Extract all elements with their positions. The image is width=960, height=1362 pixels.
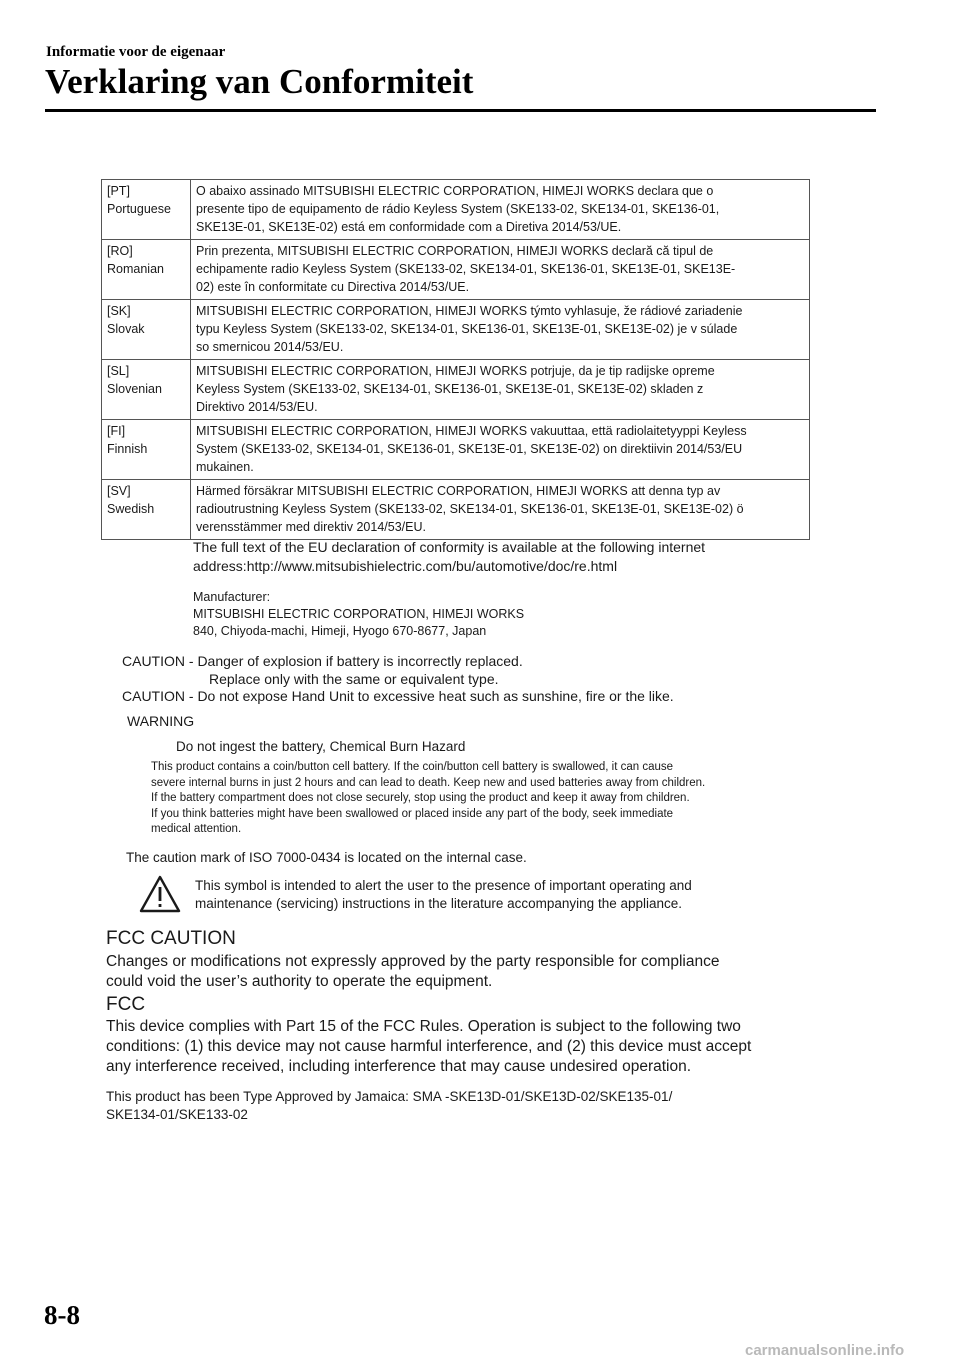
declaration-cell [191, 180, 810, 240]
fcc-body [106, 1017, 751, 1077]
declaration-line: Direktivo 2014/53/EU. [196, 400, 318, 414]
fcc-heading: FCC [106, 994, 146, 1015]
eu-declaration-line: The full text of the EU declaration of conformity is available at the following internet [193, 539, 706, 555]
symbol-line: This symbol is intended to alert the user to the presence of important operating and [195, 878, 692, 893]
language-name: Slovenian [107, 382, 162, 396]
declaration-line: MITSUBISHI ELECTRIC CORPORATION, HIMEJI WORKS potrjuje, da je tip radijske opreme [196, 364, 715, 378]
declaration-line: presente tipo de equipamento de rádio Keyless System (SKE133-02, SKE134-01, SKE136-01, [196, 202, 720, 216]
language-name: Romanian [107, 262, 164, 276]
warning-line: severe internal burns in just 2 hours and can lead to death. Keep new and used batteries away from children. [151, 776, 706, 789]
language-name: Swedish [107, 502, 155, 516]
caution-battery: CAUTION - Danger of explosion if battery is incorrectly replaced. [122, 653, 523, 669]
declaration-line: verensstämmer med direktiv 2014/53/EU. [196, 520, 426, 534]
declaration-cell [191, 420, 810, 480]
warning-line: If you think batteries might have been swallowed or placed inside any part of the body, seek immediate [151, 807, 674, 820]
manufacturer-line: 840, Chiyoda-machi, Himeji, Hyogo 670-8677, Japan [193, 624, 487, 638]
warning-line: This product contains a coin/button cell battery. If the coin/button cell battery is swallowed, it can cause [151, 761, 674, 773]
watermark: carmanualsonline.info [745, 1342, 905, 1359]
declaration-cell [191, 240, 810, 300]
declaration-line: mukainen. [196, 460, 254, 474]
manufacturer-line: MITSUBISHI ELECTRIC CORPORATION, HIMEJI WORKS [193, 607, 525, 621]
jamaica-line: This product has been Type Approved by Jamaica: SMA -SKE13D-01/SKE13D-02/SKE135-01/ [106, 1089, 673, 1104]
symbol-line: maintenance (servicing) instructions in the literature accompanying the appliance. [195, 896, 683, 911]
symbol-explanation [195, 877, 692, 913]
warning-label: WARNING [127, 713, 195, 729]
declaration-cell [191, 360, 810, 420]
language-name: Finnish [107, 442, 148, 456]
fcc-caution-line: could void the user’s authority to operate the equipment. [106, 973, 493, 990]
language-code: [SK] [107, 304, 131, 318]
fcc-line: conditions: (1) this device may not cause harmful interference, and (2) this device must accept [106, 1038, 752, 1055]
language-cell [102, 240, 191, 300]
fcc-line: This device complies with Part 15 of the FCC Rules. Operation is subject to the following two [106, 1018, 741, 1035]
declaration-cell [191, 300, 810, 360]
header-divider [45, 109, 876, 112]
jamaica-approval [106, 1088, 672, 1124]
eu-declaration-line: address:http://www.mitsubishielectric.com/bu/automotive/doc/re.html [193, 558, 618, 574]
declaration-line: echipamente radio Keyless System (SKE133-02, SKE134-01, SKE136-01, SKE13E-01, SKE13E- [196, 262, 736, 276]
fcc-caution-heading: FCC CAUTION [106, 928, 236, 949]
iso-mark-note: The caution mark of ISO 7000-0434 is located on the internal case. [126, 850, 527, 865]
language-name: Portuguese [107, 202, 171, 216]
language-cell [102, 300, 191, 360]
language-cell [102, 480, 191, 540]
language-code: [SL] [107, 364, 130, 378]
language-code: [SV] [107, 484, 131, 498]
declaration-line: 02) este în conformitate cu Directiva 2014/53/UE. [196, 280, 470, 294]
language-name: Slovak [107, 322, 145, 336]
warning-line: If the battery compartment does not close securely, stop using the product and keep it away from children. [151, 792, 690, 804]
fcc-line: any interference received, including interference that may cause undesired operation. [106, 1058, 692, 1075]
warning-headline: Do not ingest the battery, Chemical Burn Hazard [176, 739, 466, 754]
language-cell [102, 360, 191, 420]
caution-heat: CAUTION - Do not expose Hand Unit to excessive heat such as sunshine, fire or the like. [122, 688, 674, 704]
caution-battery-cont: Replace only with the same or equivalent type. [209, 671, 499, 687]
declaration-line: Keyless System (SKE133-02, SKE134-01, SKE136-01, SKE13E-01, SKE13E-02) skladen z [196, 382, 704, 396]
declaration-line: MITSUBISHI ELECTRIC CORPORATION, HIMEJI WORKS vakuuttaa, että radiolaitetyyppi Keyless [196, 424, 747, 438]
language-code: [FI] [107, 424, 126, 438]
language-row [102, 240, 810, 300]
declaration-line: so smernicou 2014/53/EU. [196, 340, 344, 354]
warning-body [151, 760, 705, 838]
language-row [102, 180, 810, 240]
language-row [102, 360, 810, 420]
language-row [102, 480, 810, 540]
page-number: 8-8 [44, 1300, 80, 1330]
jamaica-line: SKE134-01/SKE133-02 [106, 1107, 248, 1122]
warning-triangle-icon [139, 875, 181, 913]
language-cell [102, 420, 191, 480]
declaration-line: MITSUBISHI ELECTRIC CORPORATION, HIMEJI WORKS týmto vyhlasuje, že rádiové zariadenie [196, 304, 743, 318]
declaration-line: radioutrustning Keyless System (SKE133-02, SKE134-01, SKE136-01, SKE13E-01, SKE13E-02) ö [196, 502, 744, 516]
declaration-line: O abaixo assinado MITSUBISHI ELECTRIC CORPORATION, HIMEJI WORKS declara que o [196, 184, 714, 198]
declaration-line: typu Keyless System (SKE133-02, SKE134-01, SKE136-01, SKE13E-01, SKE13E-02) je v súlade [196, 322, 738, 336]
manufacturer-info [193, 589, 524, 640]
language-code: [RO] [107, 244, 133, 258]
eu-declaration [193, 538, 705, 576]
manufacturer-line: Manufacturer: [193, 590, 271, 604]
language-cell [102, 180, 191, 240]
declaration-line: SKE13E-01, SKE13E-02) está em conformidade com a Diretiva 2014/53/UE. [196, 220, 622, 234]
declaration-line: Prin prezenta, MITSUBISHI ELECTRIC CORPORATION, HIMEJI WORKS declară că tipul de [196, 244, 714, 258]
fcc-caution-body [106, 952, 719, 992]
declaration-line: System (SKE133-02, SKE134-01, SKE136-01, SKE13E-01, SKE13E-02) on direktiivin 2014/53/EU [196, 442, 743, 456]
language-row [102, 420, 810, 480]
page-title: Verklaring van Conformiteit [45, 62, 474, 101]
language-code: [PT] [107, 184, 130, 198]
language-row [102, 300, 810, 360]
warning-line: medical attention. [151, 823, 242, 835]
fcc-caution-line: Changes or modifications not expressly approved by the party responsible for compliance [106, 953, 720, 970]
conformity-table [101, 179, 810, 540]
declaration-line: Härmed försäkrar MITSUBISHI ELECTRIC CORPORATION, HIMEJI WORKS att denna typ av [196, 484, 721, 498]
section-label: Informatie voor de eigenaar [46, 44, 226, 60]
declaration-cell [191, 480, 810, 540]
